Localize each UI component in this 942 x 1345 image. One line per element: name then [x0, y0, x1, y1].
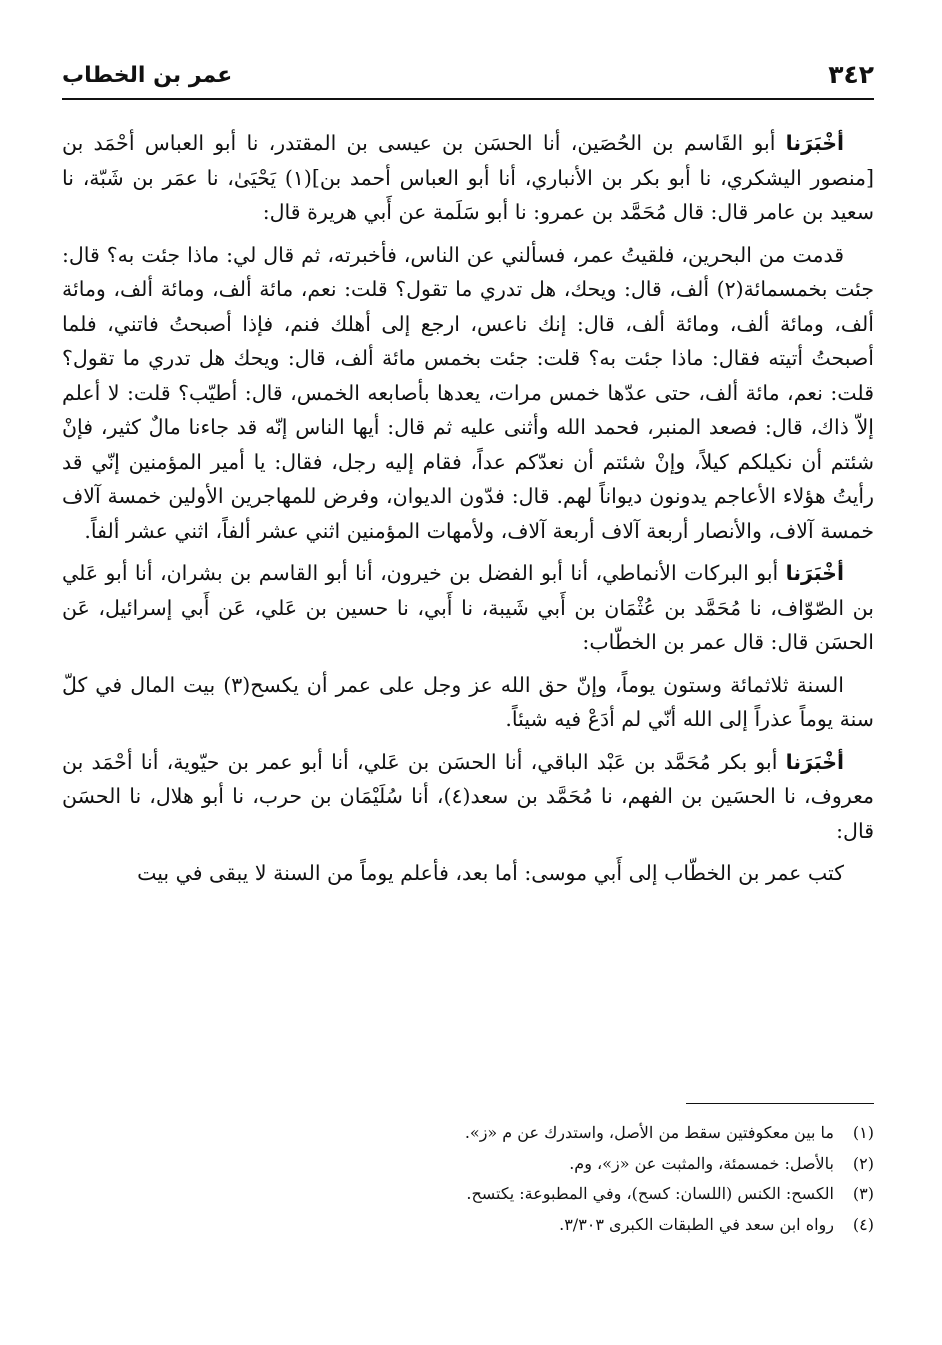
- footnote-text: ما بين معكوفتين سقط من الأصل، واستدرك عن م «ز».: [464, 1123, 834, 1142]
- footnote-4: [62, 1210, 874, 1241]
- running-title: عمر بن الخطاب: [62, 63, 233, 88]
- paragraph-text: أبو البركات الأنماطي، أنا أبو الفضل بن خيرون، أنا أبو القاسم بن بشران، أنا أبو عَلي بن الصّوّاف، نا مُحَمَّد بن عُثْمَان بن أَبي شَيبة، نا أَبي، نا حسين بن عَلي، عَن أَبي إسرائيل، عَن الحسَن قال: قال عمر بن الخطّاب:: [62, 561, 874, 654]
- main-text: [62, 126, 874, 899]
- paragraph-text: السنة ثلاثمائة وستون يوماً، وإنّ حق الله عز وجل على عمر أن يكسح(٣) بيت المال في كلّ سنة يوماً عذراً إلى الله أنّي لم أدَعْ فيه شيئاً.: [62, 672, 874, 731]
- paragraph-text: أبو بكر مُحَمَّد بن عَبْد الباقي، أنا الحسَن بن عَلي، أنا أبو عمر بن حيّوية، أنا أحْمَد بن معروف، نا الحسَين بن الفهم، نا مُحَمَّد بن سعد(٤)، أنا سُلَيْمَان بن حرب، نا أبو هلال، نا الحسَن قال:: [62, 749, 875, 843]
- paragraph-matn-3: [62, 856, 874, 891]
- footnote-rule: [686, 1103, 874, 1104]
- footnotes: [62, 1118, 874, 1240]
- footnote-mark: (٢): [852, 1153, 874, 1173]
- footnote-mark: (٤): [852, 1214, 874, 1234]
- running-head: [62, 56, 874, 98]
- paragraph-keyword: أخْبَرَنا: [785, 131, 844, 155]
- paragraph-matn-2: [62, 668, 874, 737]
- paragraph-keyword: أخْبَرَنا: [785, 561, 844, 585]
- paragraph-text: كتب عمر بن الخطّاب إلى أَبي موسى: أما بعد، فأعلم يوماً من السنة لا يبقى في بيت: [137, 861, 844, 885]
- page-number: ٣٤٢: [828, 60, 874, 89]
- footnote-1: [62, 1118, 874, 1149]
- footnote-text: الكسح: الكنس (اللسان: كسح)، وفي المطبوعة: يكتسح.: [466, 1184, 834, 1203]
- paragraph-isnad-2: [62, 556, 874, 660]
- footnote-mark: (١): [852, 1123, 874, 1142]
- header-rule: [62, 98, 874, 100]
- footnote-text: بالأصل: خمسمئة، والمثبت عن «ز»، وم.: [569, 1153, 834, 1173]
- footnote-3: [62, 1179, 874, 1210]
- footnote-mark: (٣): [852, 1184, 874, 1203]
- footnote-2: [62, 1149, 874, 1180]
- paragraph-matn-1: [62, 238, 874, 549]
- paragraph-text: قدمت من البحرين، فلقيتُ عمر، فسألني عن الناس، فأخبرته، ثم قال لي: ماذا جئت به؟ قال: جئت بخمسمائة(٢) ألف، قال: ويحك، هل تدري ما تقول؟ قلت: نعم، مائة ألف، ومائة ألف، ومائة ألف، ومائة ألف، ومائة ألف، قال: إنك ناعس، ارجع إلى أهلك فنم، فإذا أصبحتُ فاتني، فلما أصبحتُ أتيته فقال: ماذا جئت به؟ قلت: جئت بخمس مائة ألف، قال: ويحك هل تدري ما تقول؟ قلت: نعم، مائة ألف، حتى عدّها خمس مرات، يعدها بأصابعه الخمس، قال: أطيّب؟ قلت: لا أعلم إلاّ ذاك، قال: فصعد المنبر، فحمد الله وأثنى عليه ثم قال: أيها الناس إنّه قد جاءنا مالٌ كثير، فإنْ شئتم أن نكيلكم كيلاً، وإنْ شئتم أن نعدّكم عداً، فقام إليه رجل، فقال: يا أمير المؤمنين إنّي قد رأيتُ هؤلاء الأعاجم يدونون ديواناً لهم. قال: فدّون الديوان، وفرض للمهاجرين الأولين خمسة آلاف خمسة آلاف، والأنصار أربعة آلاف أربعة آلاف، ولأمهات المؤمنين اثني عشر ألفاً، اثني عشر ألفاً.: [62, 242, 874, 543]
- paragraph-isnad-1: [62, 126, 874, 230]
- paragraph-text: أبو القَاسم بن الحُصَين، أنا الحسَن بن عيسى بن المقتدر، نا أبو العباس أحْمَد بن [منصور اليشكري، نا أبو بكر بن الأنباري، أنا أبو العباس أحمد بن](١) يَحْيَىٰ، نا عمَر بن شَبّة، نا سعيد بن عامر قال: قال مُحَمَّد بن عمرو: نا أبو سَلَمة عن أَبي هريرة قال:: [62, 131, 874, 224]
- footnote-text: رواه ابن سعد في الطبقات الكبرى ٣/٣٠٣.: [559, 1214, 834, 1234]
- paragraph-isnad-3: [62, 745, 874, 849]
- paragraph-keyword: أخْبَرَنا: [785, 749, 844, 774]
